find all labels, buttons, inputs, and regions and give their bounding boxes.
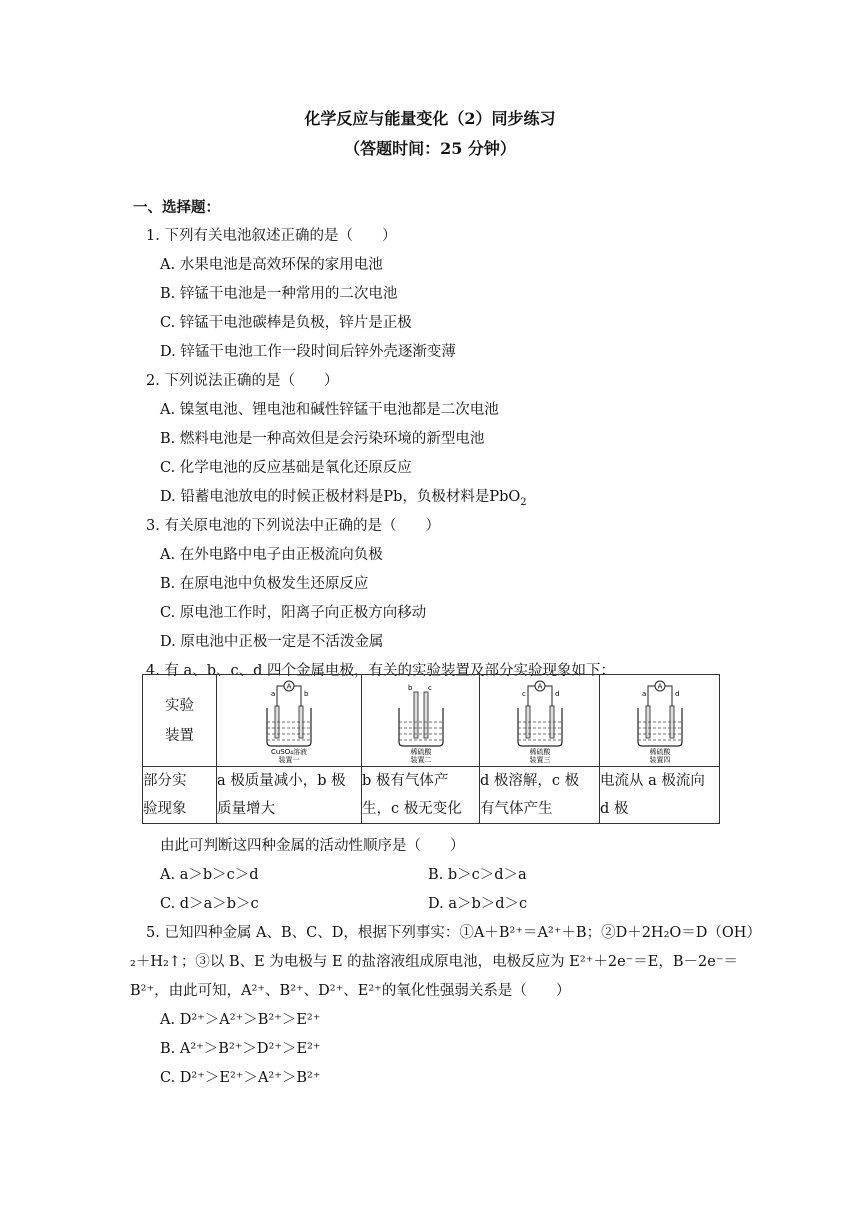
q1-stem: 1. 下列有关电池叙述正确的是（ ）: [146, 228, 397, 244]
svg-text:稀硫酸: 稀硫酸: [410, 747, 431, 756]
q1-option-a: A. 水果电池是高效环保的家用电池: [160, 257, 383, 273]
svg-text:d: d: [674, 689, 679, 698]
apparatus-2-cell: [362, 675, 480, 767]
q1-option-c: C. 锌锰干电池碳棒是负极，锌片是正极: [160, 315, 412, 331]
phenomenon-2: b 极有气体产 生，c 极无变化: [362, 767, 480, 824]
apparatus-1-diagram: [249, 678, 329, 764]
phenomenon-3: d 极溶解，c 极 有气体产生: [480, 767, 600, 824]
row-label-phenomena: 部分实 验现象: [143, 767, 217, 824]
svg-text:a: a: [271, 689, 276, 698]
q2-option-d: D. 铅蓄电池放电的时候正极材料是Pb，负极材料是PbO$_2$: [160, 489, 527, 508]
apparatus-3-cell: [480, 675, 600, 767]
q3-option-a: A. 在外电路中电子由正极流向负极: [160, 547, 383, 563]
q5-line-1: 5. 已知四种金属 A、B、C、D，根据下列事实：①A＋B²⁺＝A²⁺＋B；②D＋2H₂O＝D（OH）: [146, 925, 761, 941]
apparatus-2-diagram: [381, 678, 461, 764]
apparatus-4-diagram: [620, 678, 700, 764]
page-subtitle: （答题时间：25 分钟）: [344, 139, 516, 158]
q5-option-b: B. A²⁺＞B²⁺＞D²⁺＞E²⁺: [160, 1041, 321, 1057]
phenomenon-4: 电流从 a 极流向 d 极: [600, 767, 720, 824]
svg-text:d: d: [554, 689, 559, 698]
q2-option-c: C. 化学电池的反应基础是氧化还原反应: [160, 460, 412, 476]
svg-text:a: a: [641, 689, 646, 698]
experiment-table: [142, 674, 720, 824]
q2-option-b: B. 燃料电池是一种高效但是会污染环境的新型电池: [160, 431, 485, 447]
svg-text:装置二: 装置二: [410, 755, 431, 764]
svg-text:b: b: [304, 689, 309, 698]
svg-text:c: c: [427, 683, 432, 692]
q2-stem: 2. 下列说法正确的是（ ）: [146, 373, 339, 389]
phenomena-row: [143, 767, 720, 824]
svg-text:A: A: [657, 682, 662, 690]
q4-option-c: C. d＞a＞b＞c: [160, 896, 259, 912]
section-heading: 一、选择题：: [133, 199, 220, 216]
q3-option-d: D. 原电池中正极一定是不活泼金属: [160, 634, 384, 650]
svg-text:CuSO₄溶液: CuSO₄溶液: [270, 747, 308, 756]
phenomenon-1: a 极质量减小，b 极 质量增大: [217, 767, 362, 824]
apparatus-3-diagram: [500, 678, 580, 764]
q5-line-2: ₂＋H₂↑；③以 B、E 为电极与 E 的盐溶液组成原电池，电极反应为 E²⁺＋2e⁻＝E，B－2e⁻＝: [130, 954, 738, 970]
q4-option-d: D. a＞b＞d＞c: [428, 896, 528, 912]
page-title: 化学反应与能量变化（2）同步练习: [304, 109, 556, 128]
q1-option-b: B. 锌锰干电池是一种常用的二次电池: [160, 286, 398, 302]
svg-text:稀硫酸: 稀硫酸: [529, 747, 550, 756]
apparatus-row: [143, 675, 720, 767]
svg-text:稀硫酸: 稀硫酸: [649, 747, 670, 756]
apparatus-1-cell: [217, 675, 362, 767]
svg-text:装置四: 装置四: [649, 755, 670, 764]
q5-option-c: C. D²⁺＞E²⁺＞A²⁺＞B²⁺: [160, 1070, 321, 1086]
svg-text:装置三: 装置三: [529, 755, 550, 764]
q5-option-a: A. D²⁺＞A²⁺＞B²⁺＞E²⁺: [160, 1012, 321, 1028]
q4-stem: 4. 有 a、b、c、d 四个金属电极，有关的实验装置及部分实验现象如下：: [146, 663, 615, 679]
q1-option-d: D. 锌锰干电池工作一段时间后锌外壳逐渐变薄: [160, 344, 456, 360]
q3-stem: 3. 有关原电池的下列说法中正确的是（ ）: [146, 518, 440, 534]
q2-option-a: A. 镍氢电池、锂电池和碱性锌锰干电池都是二次电池: [160, 402, 499, 418]
q3-option-c: C. 原电池工作时，阳离子向正极方向移动: [160, 605, 427, 621]
q4-after: 由此可判断这四种金属的活动性顺序是（ ）: [160, 838, 465, 854]
svg-text:A: A: [537, 682, 542, 690]
apparatus-4-cell: [600, 675, 720, 767]
q3-option-b: B. 在原电池中负极发生还原反应: [160, 576, 369, 592]
svg-text:装置一: 装置一: [278, 755, 300, 764]
svg-text:A: A: [286, 682, 292, 690]
q4-option-b: B. b＞c＞d＞a: [428, 867, 527, 883]
q5-line-3: B²⁺，由此可知，A²⁺、B²⁺、D²⁺、E²⁺的氧化性强弱关系是（ ）: [130, 983, 571, 999]
row-label-apparatus: 实验 装置: [143, 675, 217, 767]
svg-text:b: b: [407, 683, 412, 692]
svg-text:c: c: [521, 689, 526, 698]
q4-option-a: A. a＞b＞c＞d: [160, 867, 259, 883]
